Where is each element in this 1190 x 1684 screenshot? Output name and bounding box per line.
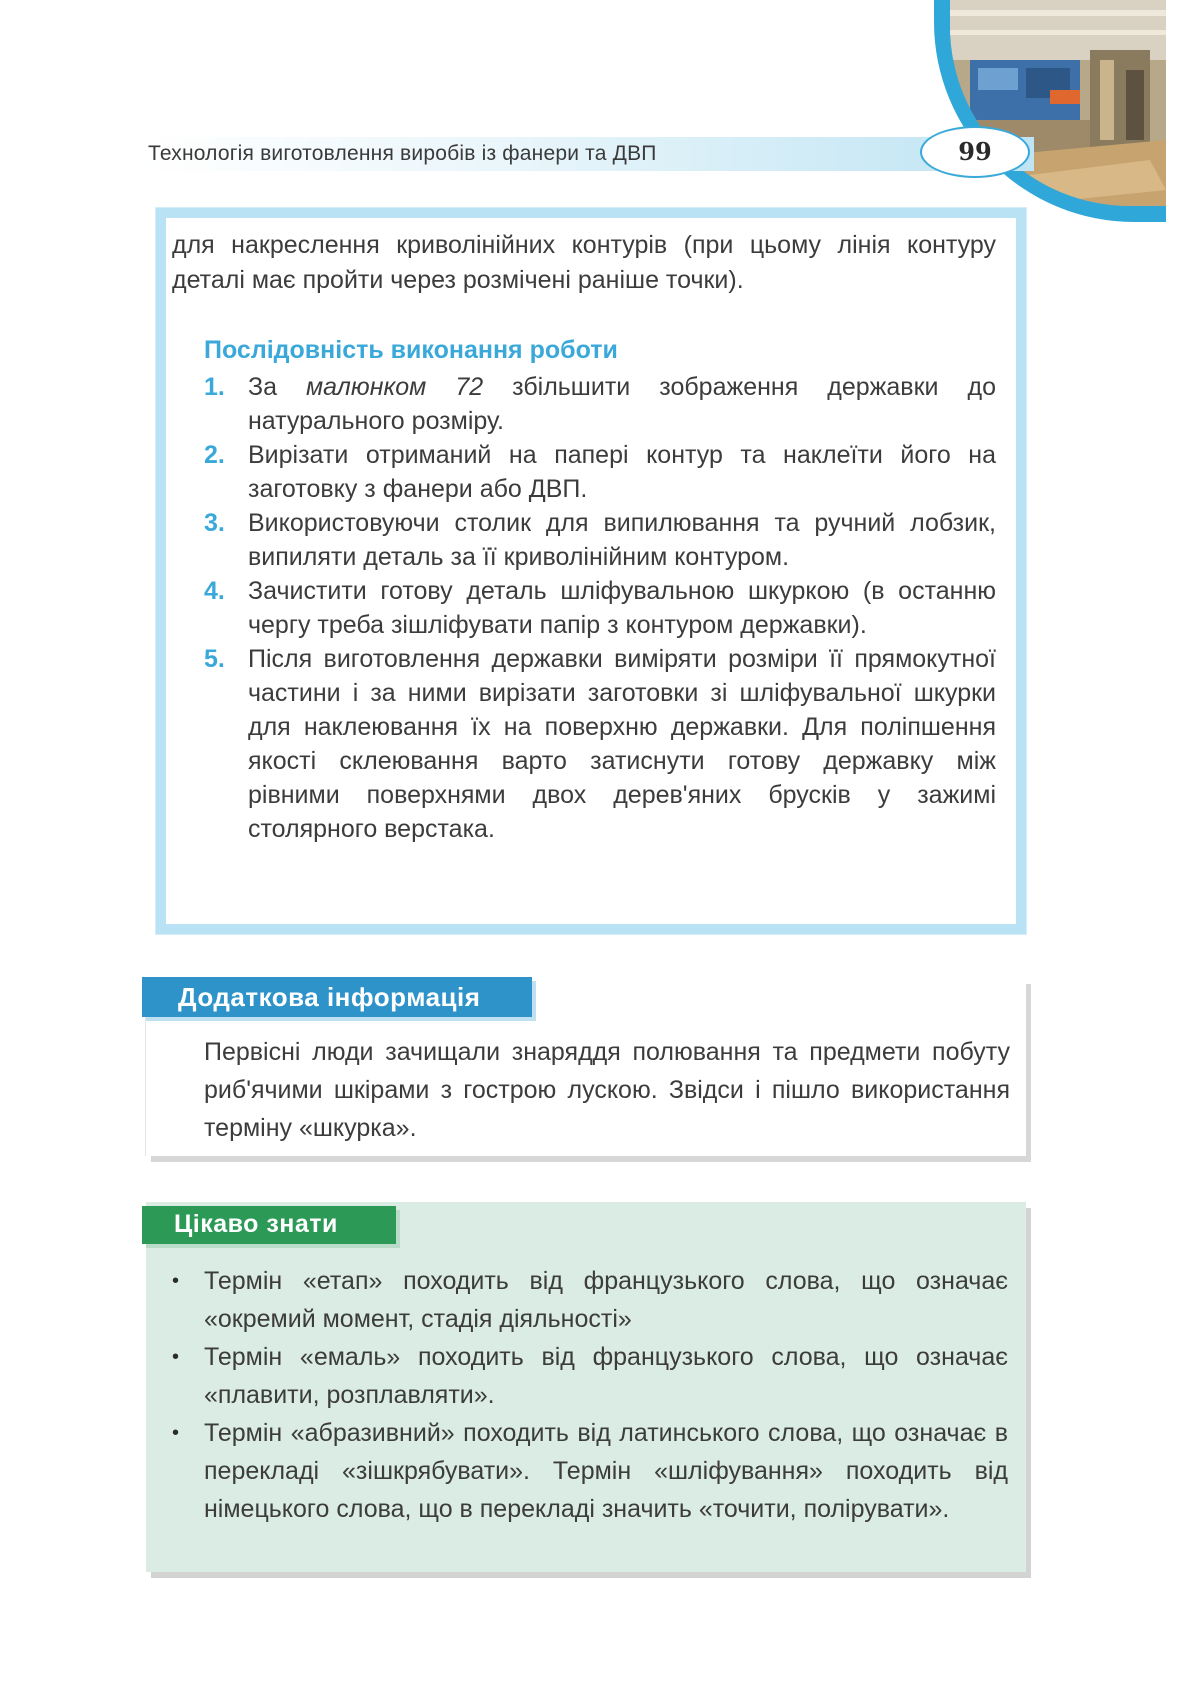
step-item [204, 370, 996, 438]
step-text: Використовуючи столик для випилювання та ручний лобзик, випиляти деталь за її криволінійним контуром. [248, 509, 996, 571]
chapter-title: Технологія виготовлення виробів із фанери та ДВП [148, 142, 657, 165]
step-text: Вирізати отриманий на папері контур та наклеїти його на заготовку з фанери або ДВП. [248, 441, 996, 503]
bullet-icon: • [172, 1346, 180, 1368]
procedure-intro [172, 228, 996, 298]
step-text: Після виготовлення державки виміряти розміри її прямокутної частини і за ними вирізати заготовки зі шліфувальної шкурки для наклеювання їх на поверхню державки. Для поліпшення якості склеювання варто затиснути готову державку між рівними поверхнями двох дерев'яних брусків у зажимі столярного верстака. [248, 645, 996, 843]
step-number: 1. [204, 373, 225, 401]
step-number: 2. [204, 441, 225, 469]
interesting-facts-title: Цікаво знати [174, 1210, 338, 1238]
procedure-steps [204, 370, 996, 846]
interesting-facts-list [172, 1262, 1008, 1528]
step-text-part: збільшити зображення державки до натурального розміру. [248, 373, 996, 435]
fact-item [172, 1338, 1008, 1414]
procedure-heading: Послідовність виконання роботи [204, 336, 618, 364]
step-item [204, 574, 996, 642]
step-number: 5. [204, 645, 225, 673]
fact-text: Термін «емаль» походить від французького слова, що означає «плавити, розплавляти». [204, 1343, 1008, 1409]
fact-item [172, 1414, 1008, 1528]
step-item [204, 642, 996, 846]
step-number: 3. [204, 509, 225, 537]
step-item [204, 506, 996, 574]
page-number-badge [920, 126, 1030, 178]
intro-paragraph: для накреслення криволінійних контурів (при цьому лінія контуру деталі має пройти через розмічені раніше точки). [172, 231, 996, 294]
page-number: 99 [958, 137, 992, 166]
bullet-icon: • [172, 1422, 180, 1444]
fact-item [172, 1262, 1008, 1338]
fact-text: Термін «абразивний» походить від латинського слова, що означає в перекладі «зішкрябувати». Термін «шліфування» походить від німецького слова, що в перекладі значить «точити, полірувати». [204, 1419, 1008, 1523]
step-item [204, 438, 996, 506]
fact-text: Термін «етап» походить від французького слова, що означає «окремий момент, стадія діяльності» [204, 1267, 1008, 1333]
workshop-photo [934, 0, 1166, 222]
step-text-part: За [248, 373, 307, 401]
bullet-icon: • [172, 1270, 180, 1292]
additional-info-title: Додаткова інформація [178, 982, 481, 1012]
figure-reference: малюнком 72 [306, 373, 484, 401]
step-text: Зачистити готову деталь шліфувальною шкуркою (в останню чергу треба зішліфувати папір з контуром державки). [248, 577, 996, 639]
step-number: 4. [204, 577, 225, 605]
additional-info-text: Первісні люди зачищали знаряддя полювання та предмети побуту риб'ячими шкірами з гострою лускою. Звідси і пішло використання терміну «шкурка». [204, 1038, 1010, 1142]
